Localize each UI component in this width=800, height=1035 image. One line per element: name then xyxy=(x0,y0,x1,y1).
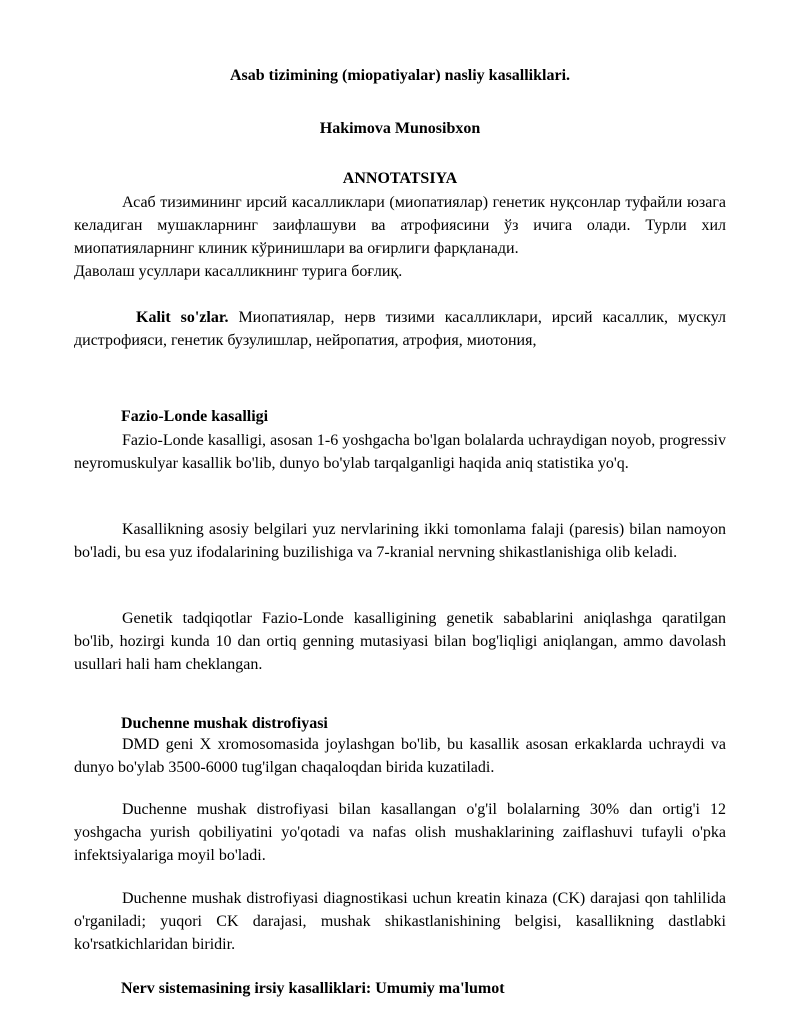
author-name: Hakimova Munosibxon xyxy=(319,120,481,137)
keywords-paragraph xyxy=(74,306,726,352)
annotation-heading: ANNOTATSIYA xyxy=(342,170,458,187)
fazio-paragraph-2: Kasallikning asosiy belgilari yuz nervlarining ikki tomonlama falaji (paresis) bilan namoyon bo'ladi, bu esa yuz ifodalarining buzilishiga va 7-kranial nervning shikastlanishiga olib keladi. xyxy=(74,521,726,561)
duchenne-paragraph-1: DMD geni X xromosomasida joylashgan bo'lib, bu kasallik asosan erkaklarda uchraydi va dunyo bo'ylab 3500-6000 tug'ilgan chaqaloqdan birida kuzatiladi. xyxy=(74,736,726,776)
section-heading-duchenne: Duchenne mushak distrofiyasi xyxy=(121,715,328,732)
section-heading-fazio-londe: Fazio-Londe kasalligi xyxy=(121,408,269,425)
document-title: Asab tizimining (miopatiyalar) nasliy kasalliklari. xyxy=(229,67,571,84)
keywords-label: Kalit so'zlar. xyxy=(136,309,229,326)
duchenne-paragraph-2: Duchenne mushak distrofiyasi bilan kasallangan o'g'il bolalarning 30% dan ortig'i 12 yoshgacha yurish qobiliyatini yo'qotadi va nafas olish mushaklarining zaiflashuvi tufayli o'pka infektsiyalariga moyil bo'ladi. xyxy=(74,801,726,864)
section-heading-nerv-sistemasi: Nerv sistemasining irsiy kasalliklari: Umumiy ma'lumot xyxy=(121,980,505,997)
fazio-paragraph-1: Fazio-Londe kasalligi, asosan 1-6 yoshgacha bo'lgan bolalarda uchraydigan noyob, progressiv neyromuskulyar kasallik bo'lib, dunyo bo'ylab tarqalganligi haqida aniq statistika yo'q. xyxy=(74,432,726,472)
annotation-last-line: Даволаш усуллари касалликнинг турига боғлиқ. xyxy=(74,263,403,280)
duchenne-paragraph-3: Duchenne mushak distrofiyasi diagnostikasi uchun kreatin kinaza (CK) darajasi qon tahlilida o'rganiladi; yuqori CK darajasi, mushak shikastlanishining belgisi, kasallikning dastlabki ko'rsatkichlaridan biridir. xyxy=(74,890,726,953)
fazio-paragraph-3: Genetik tadqiqotlar Fazio-Londe kasalligining genetik sabablarini aniqlashga qaratilgan bo'lib, hozirgi kunda 10 dan ortiq genning mutasiyasi bilan bog'liqligi aniqlangan, ammo davolash usullari hali ham cheklangan. xyxy=(74,610,726,673)
annotation-paragraph xyxy=(74,191,726,260)
annotation-text: Асаб тизимининг ирсий касалликлари (миопатиялар) генетик нуқсонлар туфайли юзага келадиган мушакларнинг заифлашуви ва атрофиясини ўз ичига олади. Турли хил миопатияларнинг клиник кўринишлари ва оғирлиги фарқланади. xyxy=(74,194,726,257)
keywords-text: Миопатиялар, нерв тизими касалликлари, ирсий касаллик, мускул дистрофияси, генетик бузулишлар, нейропатия, атрофия, миотония, xyxy=(74,309,727,349)
